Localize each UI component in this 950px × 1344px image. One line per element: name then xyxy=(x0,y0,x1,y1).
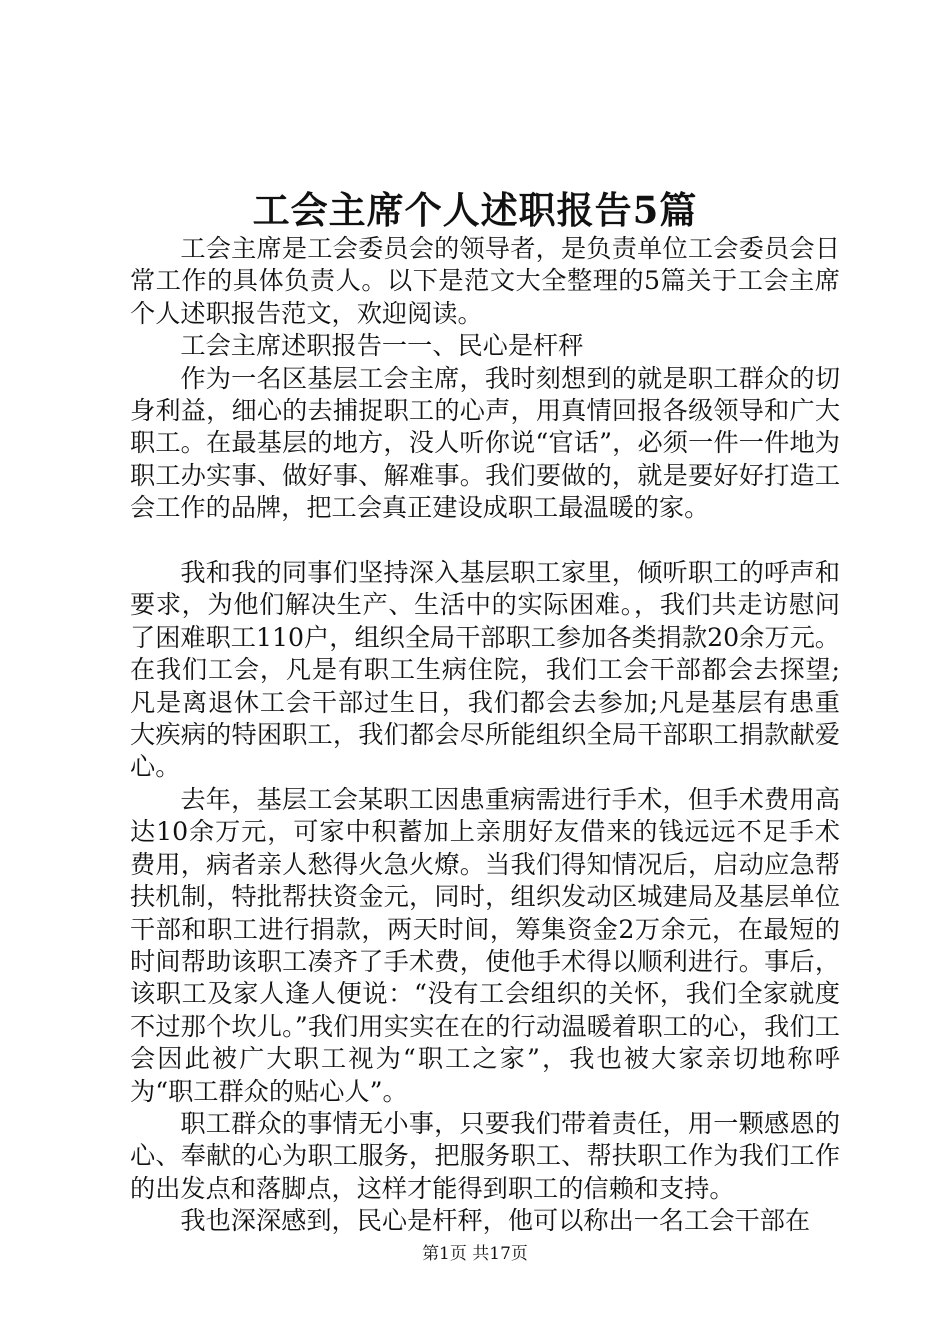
body-paragraph: 我和我的同事们坚持深入基层职工家里，倾听职工的呼声和要求，为他们解决生产、生活中的实际困难。，我们共走访慰问了困难职工110户，组织全局干部职工参加各类捐款20余万元。在我们工会，凡是有职工生病住院，我们工会干部都会去探望;凡是离退休工会干部过生日，我们都会去参加;凡是基层有患重大疾病的特困职工，我们都会尽所能组织全局干部职工捐款献爱心。 xyxy=(130,558,840,782)
paragraph-gap xyxy=(130,525,840,557)
document-body xyxy=(130,233,840,1238)
page-footer: 第1页 共17页 xyxy=(422,1244,528,1264)
section-heading: 工会主席述职报告一一、民心是杆秤 xyxy=(180,331,584,361)
intro-paragraph: 工会主席是工会委员会的领导者，是负责单位工会委员会日常工作的具体负责人。以下是范文大全整理的5篇关于工会主席个人述职报告范文，欢迎阅读。 xyxy=(130,234,840,328)
body-paragraph: 职工群众的事情无小事，只要我们带着责任，用一颗感恩的心、奉献的心为职工服务，把服务职工、帮扶职工作为我们工作的出发点和落脚点，这样才能得到职工的信赖和支持。 xyxy=(130,1108,840,1203)
document-title: 工会主席个人述职报告5篇 xyxy=(252,188,698,232)
body-paragraph: 作为一名区基层工会主席，我时刻想到的就是职工群众的切身利益，细心的去捕捉职工的心声，用真情回报各级领导和广大职工。在最基层的地方，没人听你说“官话”，必须一件一件地为职工办实事、做好事、解难事。我们要做的，就是要好好打造工会工作的品牌，把工会真正建设成职工最温暖的家。 xyxy=(130,363,840,523)
body-paragraph: 我也深深感到，民心是杆秤，他可以称出一名工会干部在 xyxy=(180,1206,811,1236)
body-paragraph: 去年，基层工会某职工因患重病需进行手术，但手术费用高达10余万元，可家中积蓄加上亲朋好友借来的钱远远不足手术费用，病者亲人愁得火急火燎。当我们得知情况后，启动应急帮扶机制，特批帮扶资金元，同时，组织发动区城建局及基层单位干部和职工进行捐款，两天时间，筹集资金2万余元，在最短的时间帮助该职工凑齐了手术费，使他手术得以顺利进行。事后，该职工及家人逢人便说：“没有工会组织的关怀，我们全家就度不过那个坎儿。”我们用实实在在的行动温暖着职工的心，我们工会因此被广大职工视为“职工之家”，我也被大家亲切地称呼为“职工群众的贴心人”。 xyxy=(130,784,840,1106)
